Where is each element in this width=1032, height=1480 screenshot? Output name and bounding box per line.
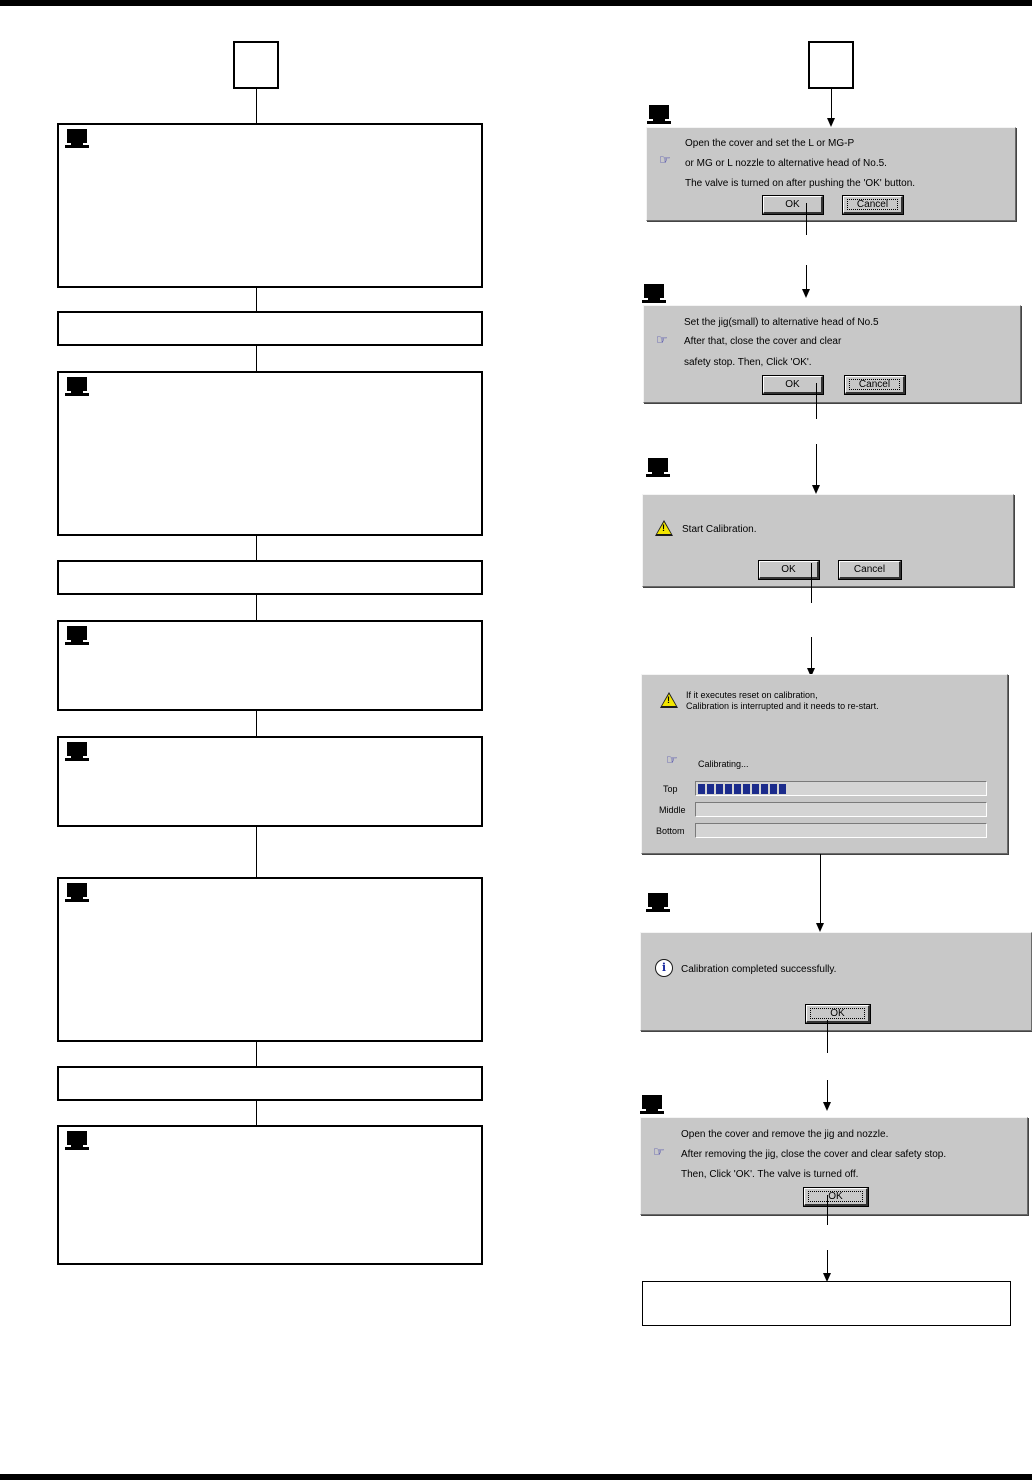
flow-arrowhead [823,1102,831,1111]
right-flow-line [811,563,812,603]
flow-arrowhead [816,923,824,932]
cancel-button[interactable]: Cancel [845,376,905,394]
ok-button[interactable]: OK [759,561,819,579]
right-flow-line [820,854,821,925]
progress-segment [779,784,786,794]
progress-segment [698,784,705,794]
progress-segment [761,784,768,794]
left-step-box-2 [57,311,483,346]
dialog-text: The valve is turned on after pushing the 'OK' button. [685,178,916,189]
progress-label-bottom: Bottom [656,826,685,836]
bottom-rule [0,1474,1032,1480]
dialog-text: Open the cover and set the L or MG-P [685,138,855,149]
progress-segment [734,784,741,794]
monitor-icon [65,883,89,903]
final-step-box [642,1281,1011,1326]
calibration-complete-dialog [640,932,1032,1031]
right-flow-line [827,1020,828,1053]
right-flow-line [816,444,817,487]
right-flow-line [806,203,807,235]
start-calibration-dialog [642,494,1014,587]
right-flow-line [827,1080,828,1104]
progress-segment [752,784,759,794]
dialog-text: or MG or L nozzle to alternative head of No.5. [685,158,887,169]
ok-button[interactable]: OK [763,196,823,214]
left-step-box-7 [57,877,483,1042]
left-flow-line [256,711,257,737]
progress-label-top: Top [663,784,678,794]
monitor-icon [65,1131,89,1151]
progress-segment [716,784,723,794]
dialog-text: Open the cover and remove the jig and nozzle. [681,1129,889,1140]
right-flow-line [811,637,812,671]
right-flow-line [806,265,807,291]
left-step-box-9 [57,1125,483,1265]
dialog-text: Calibration completed successfully. [681,964,837,975]
left-step-box-5 [57,620,483,711]
monitor-icon [65,129,89,149]
dialog-text: Calibration is interrupted and it needs to re-start. [686,701,879,711]
left-step-box-8 [57,1066,483,1101]
monitor-icon [65,742,89,762]
monitor-icon [642,284,666,304]
ok-button[interactable]: OK [806,1005,870,1023]
monitor-icon [647,105,671,125]
set-jig-dialog [643,305,1021,403]
progress-bar-bottom [695,823,987,838]
progress-bar-middle [695,802,987,817]
dialog-text: If it executes reset on calibration, [686,690,818,700]
cancel-button[interactable]: Cancel [843,196,903,214]
left-step-box-6 [57,736,483,827]
calibration-progress-dialog [641,674,1008,854]
ok-button[interactable]: OK [763,376,823,394]
monitor-icon [65,626,89,646]
right-flow-line [816,383,817,419]
left-flow-line [256,536,257,561]
progress-segment [770,784,777,794]
flow-arrowhead [827,118,835,127]
progress-segment [743,784,750,794]
right-connector-box [808,41,854,89]
left-flow-line [256,595,257,621]
calibrating-status: Calibrating... [698,759,749,769]
top-rule [0,0,1032,6]
flow-arrowhead [802,289,810,298]
right-flow-line [827,1195,828,1225]
ok-button[interactable]: OK [804,1188,868,1206]
left-connector-box [233,41,279,89]
pointing-hand-icon: ☞ [666,753,678,768]
dialog-text: Start Calibration. [682,524,757,535]
left-step-box-1 [57,123,483,288]
cancel-button[interactable]: Cancel [839,561,901,579]
info-icon: i [655,959,673,977]
progress-bar-top [695,781,987,796]
left-flow-line [256,1101,257,1126]
cover-nozzle-dialog [646,127,1016,221]
monitor-icon [646,893,670,913]
dialog-text: After removing the jig, close the cover and clear safety stop. [681,1149,947,1160]
left-flow-line [256,288,257,312]
left-step-box-3 [57,371,483,536]
warning-icon [660,692,678,708]
left-step-box-4 [57,560,483,595]
progress-segment [725,784,732,794]
dialog-text: safety stop. Then, Click 'OK'. [684,357,812,368]
pointing-hand-icon: ☞ [653,1145,665,1160]
left-flow-line [256,89,257,124]
monitor-icon [646,458,670,478]
warning-icon [655,520,673,536]
right-flow-line [831,89,832,119]
left-flow-line [256,346,257,372]
dialog-text: After that, close the cover and clear [684,336,842,347]
progress-segment [707,784,714,794]
dialog-text: Then, Click 'OK'. The valve is turned off. [681,1169,859,1180]
pointing-hand-icon: ☞ [656,333,668,348]
monitor-icon [65,377,89,397]
left-flow-line [256,1042,257,1067]
remove-jig-dialog [640,1117,1028,1215]
dialog-text: Set the jig(small) to alternative head of No.5 [684,317,879,328]
monitor-icon [640,1095,664,1115]
progress-label-middle: Middle [659,805,686,815]
pointing-hand-icon: ☞ [659,153,671,168]
left-flow-line [256,827,257,878]
flow-arrowhead [812,485,820,494]
